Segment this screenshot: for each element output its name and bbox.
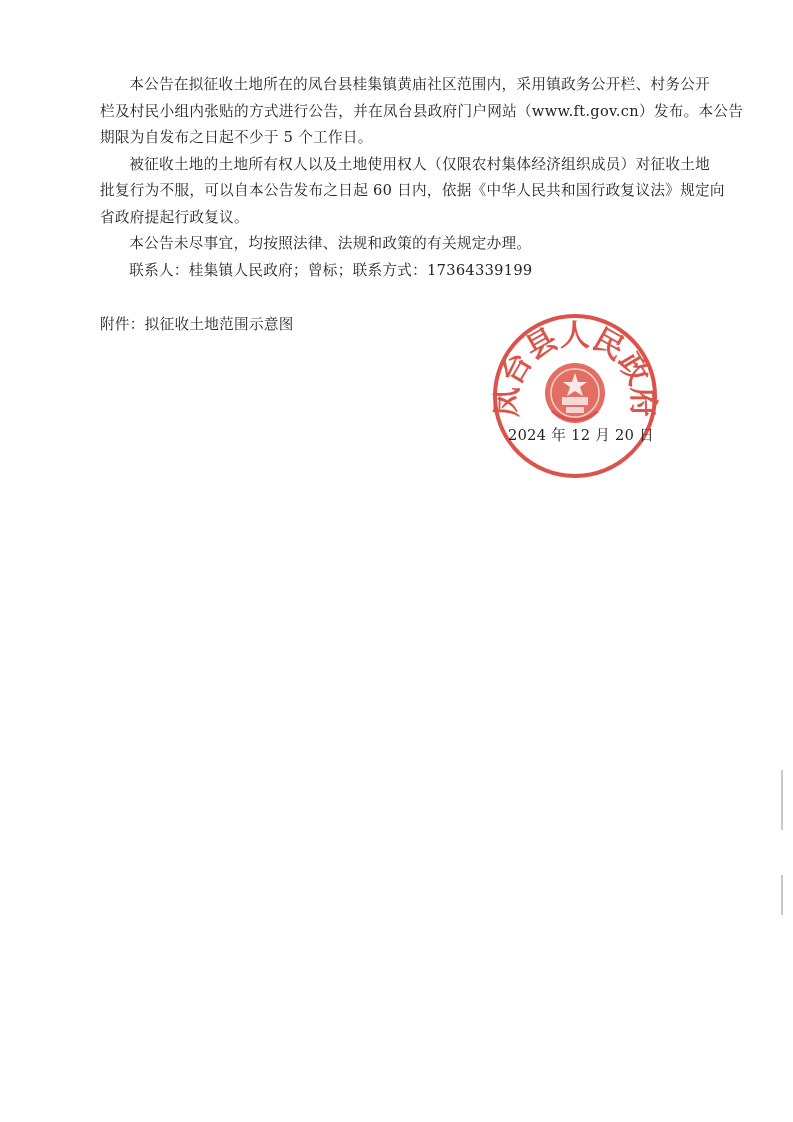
text-line: 联系人：桂集镇人民政府；曾标；联系方式：17364339199 — [129, 261, 533, 279]
national-emblem-icon — [545, 363, 605, 423]
text-line: 期限为自发布之日起不少于 5 个工作日。 — [100, 129, 373, 146]
text-line: 栏及村民小组内张贴的方式进行公告，并在凤台县政府门户网站（www.ft.gov.cn）发布。本公告 — [100, 102, 744, 120]
issue-date: 2024 年 12 月 20 日 — [508, 427, 655, 444]
attachment-note: 附件：拟征收土地范围示意图 — [100, 316, 294, 333]
text-line: 省政府提起行政复议。 — [100, 208, 249, 226]
paragraph-publication — [100, 72, 744, 152]
scan-edge-mark — [781, 770, 783, 830]
official-seal — [490, 311, 660, 481]
text-line: 被征收土地的土地所有权人以及土地使用权人（仅限农村集体经济组织成员）对征收土地 — [129, 155, 711, 173]
paragraph-contact — [100, 258, 692, 285]
text-line: 本公告在拟征收土地所在的凤台县桂集镇黄庙社区范围内，采用镇政务公开栏、村务公开 — [129, 76, 711, 93]
paragraph-other-matters — [100, 231, 692, 258]
seal-text-path: 凤台县人民政府 — [490, 318, 660, 418]
text-line: 本公告未尽事宜，均按照法律、法规和政策的有关规定办理。 — [129, 235, 532, 252]
text-line: 批复行为不服，可以自本公告发布之日起 60 日内，依据《中华人民共和国行政复议法》规定向 — [100, 182, 725, 199]
notice-body — [100, 72, 744, 284]
paragraph-appeal — [100, 152, 725, 232]
scan-edge-mark — [781, 875, 783, 915]
